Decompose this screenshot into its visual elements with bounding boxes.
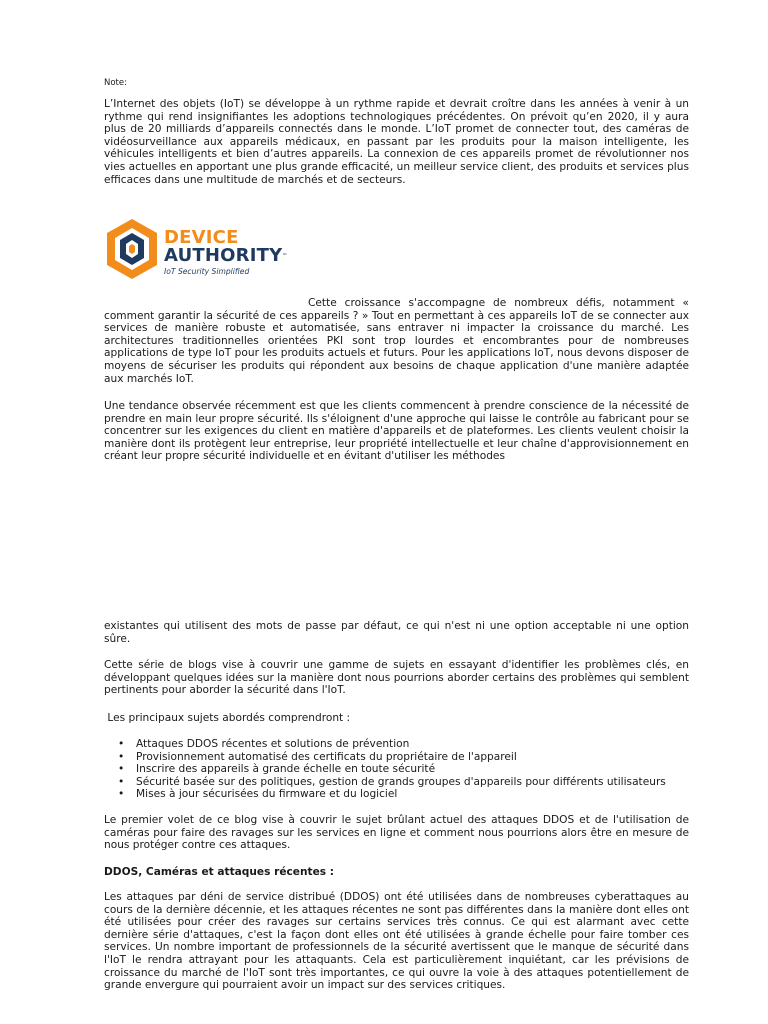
series-paragraph: Cette série de blogs vise à couvrir une gamme de sujets en essayant d'identifier les problèmes clés, en développant quelques idées sur la manière dont nous pourrions aborder certains des problèmes qui semblent pertinents pour aborder la sécurité dans l'IoT. bbox=[104, 659, 689, 697]
list-item bbox=[118, 763, 666, 776]
device-authority-logo bbox=[104, 215, 314, 281]
logo-authority-text: AUTHORITY bbox=[164, 245, 283, 266]
ddos-body-paragraph: Les attaques par déni de service distribué (DDOS) ont été utilisées dans de nombreuses cyberattaques au cours de la dernière décennie, et les attaques récentes ne sont pas différentes dans la manière dont elles ont été utilisées pour créer des ravages sur certains services très connus. Ce qui est alarmant avec cette dernière série d'attaques, c'est la façon dont elles ont été utilisées à grande échelle pour faire tomber ces services. Un nombre important de professionnels de la sécurité avertissent que le manque de sécurité dans l'IoT le rendra attrayant pour les attaquants. Cela est particulièrement inquiétant, car les prévisions de croissance du marché de l'IoT sont très importantes, ce qui ouvre la voie à des attaques potentiellement de grande envergure qui pourraient avoir un impact sur des services critiques. bbox=[104, 891, 689, 992]
logo-tagline: IoT Security Simplified bbox=[164, 267, 250, 276]
bullet-glyph: • bbox=[118, 763, 125, 776]
topic-text: Sécurité basée sur des politiques, gestion de grands groupes d'appareils pour différents utilisateurs bbox=[136, 775, 666, 788]
logo-wordmark bbox=[164, 229, 288, 276]
logo-trademark: ™ bbox=[282, 253, 288, 259]
bullet-glyph: • bbox=[118, 788, 125, 801]
trend-continuation-paragraph: existantes qui utilisent des mots de passe par défaut, ce qui n'est ni une option acceptable ni une option sûre. bbox=[104, 620, 689, 645]
first-part-paragraph: Le premier volet de ce blog vise à couvrir le sujet brûlant actuel des attaques DDOS et de l'utilisation de caméras pour faire des ravages sur les services en ligne et comment nous pourrions alors être en mesure de nous protéger contre ces attaques. bbox=[104, 814, 689, 852]
topic-text: Attaques DDOS récentes et solutions de prévention bbox=[136, 738, 410, 750]
list-item bbox=[118, 738, 666, 751]
document-page bbox=[104, 0, 689, 1024]
ddos-heading: DDOS, Caméras et attaques récentes : bbox=[104, 866, 335, 878]
list-item bbox=[118, 788, 666, 801]
topic-text: Provisionnement automatisé des certificats du propriétaire de l'appareil bbox=[136, 750, 517, 763]
intro-paragraph: L’Internet des objets (IoT) se développe à un rythme rapide et devrait croître dans les années à venir à un rythme qui rend insignifiantes les adoptions technologiques précédentes. On prévoit qu’en 2020, il y aura plus de 20 milliards d’appareils connectés dans le monde. L’IoT promet de connecter tout, des caméras de vidéosurveillance aux appareils médicaux, en passant par les produits pour la maison intelligente, les véhicules intelligents et bien d’autres appareils. La connexion de ces appareils promet de révolutionner nos vies actuelles en apportant une plus grande efficacité, un meilleur service client, des produits et services plus efficaces dans une multitude de marchés et de secteurs. bbox=[104, 98, 689, 186]
note-label: Note: bbox=[104, 78, 127, 88]
topics-intro: Les principaux sujets abordés comprendront : bbox=[104, 712, 351, 724]
topic-text: Inscrire des appareils à grande échelle en toute sécurité bbox=[136, 763, 436, 776]
bullet-glyph: • bbox=[118, 738, 125, 750]
hexagon-shield-icon bbox=[104, 217, 160, 281]
list-item bbox=[118, 776, 666, 789]
list-item bbox=[118, 751, 666, 764]
bullet-glyph: • bbox=[118, 775, 125, 788]
bullet-glyph: • bbox=[118, 750, 125, 763]
logo-line-authority bbox=[164, 247, 288, 265]
topic-text: Mises à jour sécurisées du firmware et du logiciel bbox=[136, 788, 398, 801]
growth-paragraph: Cette croissance s'accompagne de nombreux défis, notamment « comment garantir la sécurité de ces appareils ? » Tout en permettant à ces appareils IoT de se connecter aux services de manière robuste et automatisée, sans entraver ni impacter la croissance du marché. Les architectures traditionnelles orientées PKI sont trop lourdes et encombrantes pour de nombreuses applications de type IoT pour les produits actuels et futurs. Pour les applications IoT, nous devons disposer de moyens de sécuriser les produits qui répondent aux besoins de chaque application d'une manière adaptée aux marchés IoT. bbox=[104, 297, 689, 385]
logo-line-device: DEVICE bbox=[164, 227, 239, 248]
trend-paragraph: Une tendance observée récemment est que les clients commencent à prendre conscience de la nécessité de prendre en main leur propre sécurité. Ils s'éloignent d'une approche qui laisse le contrôle au fabricant pour se concentrer sur les exigences du client en matière d'appareils et de plateformes. Les clients veulent choisir la manière dont ils protègent leur entreprise, leur propriété intellectuelle et leur chaîne d'approvisionnement en créant leur propre sécurité individuelle et en évitant d'utiliser les méthodes bbox=[104, 400, 689, 463]
topics-list bbox=[118, 738, 666, 801]
